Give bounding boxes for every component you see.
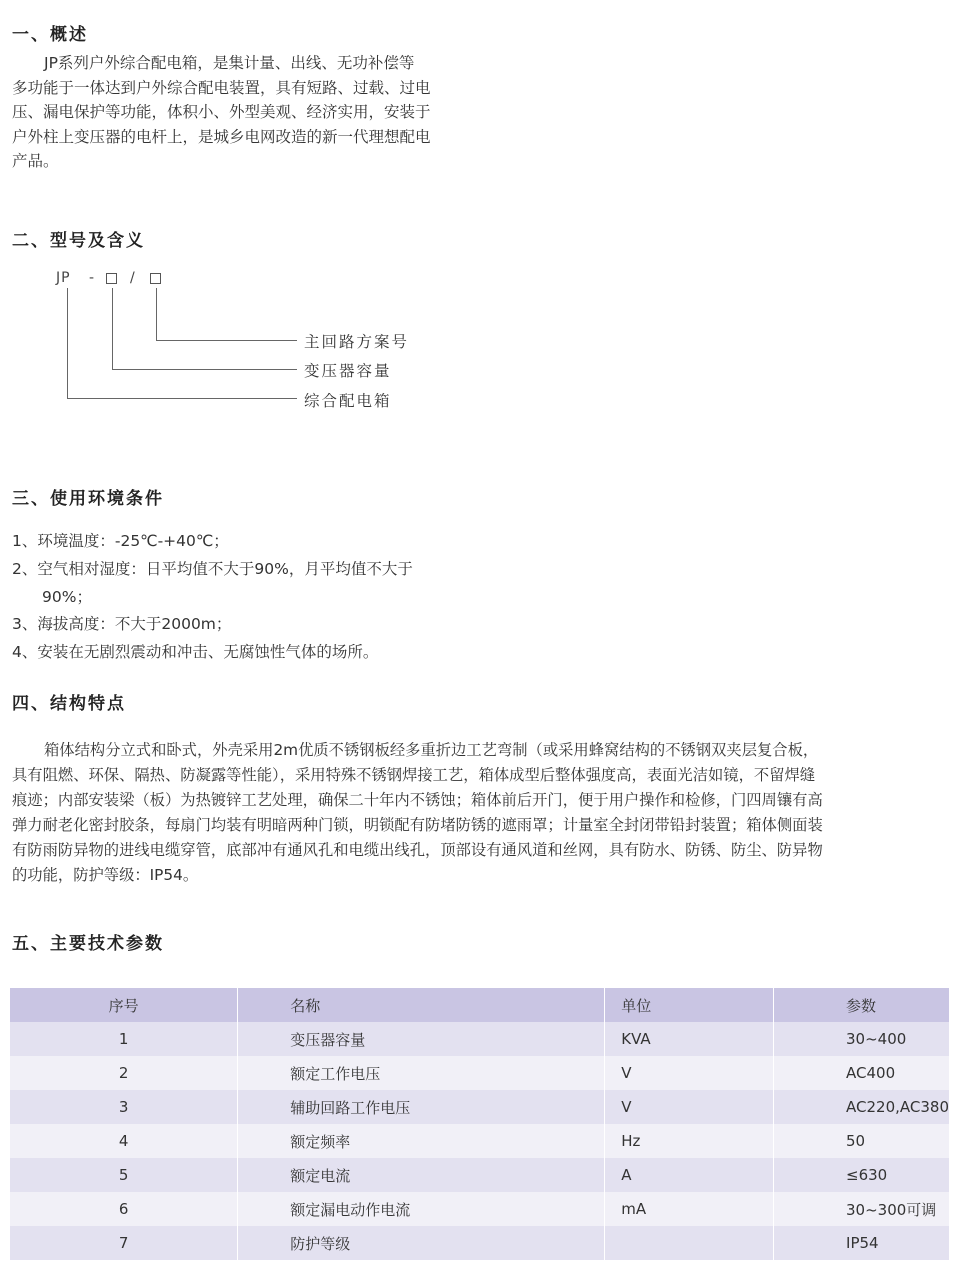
- header-value: 参数: [774, 988, 950, 1022]
- section-title-parameters: 五、主要技术参数: [12, 934, 164, 954]
- cell-index: 2: [10, 1056, 238, 1090]
- condition-item: 1、环境温度：-25℃-+40℃；: [12, 532, 229, 550]
- cell-index: 4: [10, 1124, 238, 1158]
- header-name: 名称: [238, 988, 605, 1022]
- connector-line: [112, 369, 297, 370]
- cell-index: 3: [10, 1090, 238, 1124]
- condition-item-continuation: 90%；: [42, 588, 92, 606]
- table-row: [10, 1124, 950, 1158]
- parameters-table: [10, 988, 950, 1260]
- table-header-row: [10, 988, 950, 1022]
- section-title-structure: 四、结构特点: [12, 694, 126, 714]
- cell-index: 1: [10, 1022, 238, 1056]
- cell-unit: Hz: [605, 1124, 774, 1158]
- connector-line: [67, 288, 68, 399]
- table-row: [10, 1226, 950, 1260]
- cell-unit: V: [605, 1090, 774, 1124]
- paragraph-line: 户外柱上变压器的电杆上，是城乡电网改造的新一代理想配电: [12, 127, 431, 146]
- cell-name: 辅助回路工作电压: [238, 1090, 605, 1124]
- paragraph-line: 多功能于一体达到户外综合配电装置，具有短路、过载、过电: [12, 78, 431, 97]
- model-box-scheme: [150, 273, 161, 284]
- section-title-overview: 一、概述: [12, 25, 88, 45]
- cell-name: 防护等级: [238, 1226, 605, 1260]
- condition-item: 3、海拔高度：不大于2000m；: [12, 615, 232, 633]
- structure-paragraph: [12, 738, 823, 888]
- overview-paragraph: [12, 51, 431, 174]
- cell-value: AC400: [774, 1056, 950, 1090]
- condition-item: 4、安装在无剧烈震动和冲击、无腐蚀性气体的场所。: [12, 643, 379, 661]
- section-title-model: 二、型号及含义: [12, 231, 145, 251]
- model-label-capacity: 变压器容量: [304, 362, 392, 380]
- condition-item: 2、空气相对湿度：日平均值不大于90%，月平均值不大于: [12, 560, 413, 578]
- cell-unit: KVA: [605, 1022, 774, 1056]
- table-row: [10, 1090, 950, 1124]
- connector-line: [112, 288, 113, 370]
- paragraph-line: 弹力耐老化密封胶条，每扇门均装有明暗两种门锁，明锁配有防堵防锈的遮雨罩；计量室全封闭带铅封装置；箱体侧面装: [12, 816, 823, 834]
- cell-value: 30~400: [774, 1022, 950, 1056]
- table-row: [10, 1056, 950, 1090]
- model-label-scheme: 主回路方案号: [304, 333, 410, 351]
- paragraph-line: 产品。: [12, 152, 59, 170]
- cell-unit: mA: [605, 1192, 774, 1226]
- table-row: [10, 1158, 950, 1192]
- connector-line: [156, 340, 297, 341]
- model-slash: /: [130, 270, 136, 286]
- paragraph-line: 压、漏电保护等功能，体积小、外型美观、经济实用，安装于: [12, 103, 431, 121]
- cell-index: 5: [10, 1158, 238, 1192]
- model-box-capacity: [106, 273, 117, 284]
- table-row: [10, 1192, 950, 1226]
- cell-index: 7: [10, 1226, 238, 1260]
- cell-value: AC220,AC380: [774, 1090, 950, 1124]
- model-prefix: JP: [56, 270, 71, 286]
- cell-unit: [605, 1226, 774, 1260]
- paragraph-line: 箱体结构分立式和卧式，外壳采用2m优质不锈钢板经多重折边工艺弯制（或采用蜂窝结构的不锈钢双夹层复合板，: [44, 741, 819, 759]
- model-label-box: 综合配电箱: [304, 392, 392, 410]
- connector-line: [156, 288, 157, 341]
- header-index: 序号: [10, 988, 238, 1022]
- cell-name: 额定漏电动作电流: [238, 1192, 605, 1226]
- cell-name: 额定频率: [238, 1124, 605, 1158]
- paragraph-line: 的功能，防护等级：IP54。: [12, 866, 199, 884]
- cell-value: 50: [774, 1124, 950, 1158]
- table-row: [10, 1022, 950, 1056]
- section-title-environment: 三、使用环境条件: [12, 489, 164, 509]
- paragraph-line: 具有阻燃、环保、隔热、防凝露等性能），采用特殊不锈钢焊接工艺，箱体成型后整体强度高，表面光洁如镜，不留焊缝: [12, 766, 816, 784]
- paragraph-line: 痕迹；内部安装梁（板）为热镀锌工艺处理，确保二十年内不锈蚀；箱体前后开门，便于用户操作和检修，门四周镶有高: [12, 791, 823, 809]
- paragraph-line: JP系列户外综合配电箱，是集计量、出线、无功补偿等: [44, 54, 415, 72]
- paragraph-line: 有防雨防异物的进线电缆穿管，底部冲有通风孔和电缆出线孔，顶部设有通风道和丝网，具有防水、防锈、防尘、防异物: [12, 841, 823, 859]
- cell-value: 30~300可调: [774, 1192, 950, 1226]
- cell-index: 6: [10, 1192, 238, 1226]
- header-unit: 单位: [605, 988, 774, 1022]
- cell-name: 变压器容量: [238, 1022, 605, 1056]
- cell-unit: V: [605, 1056, 774, 1090]
- cell-name: 额定电流: [238, 1158, 605, 1192]
- cell-value: ≤630: [774, 1158, 950, 1192]
- cell-name: 额定工作电压: [238, 1056, 605, 1090]
- model-dash: -: [89, 270, 96, 286]
- connector-line: [67, 398, 297, 399]
- cell-value: IP54: [774, 1226, 950, 1260]
- cell-unit: A: [605, 1158, 774, 1192]
